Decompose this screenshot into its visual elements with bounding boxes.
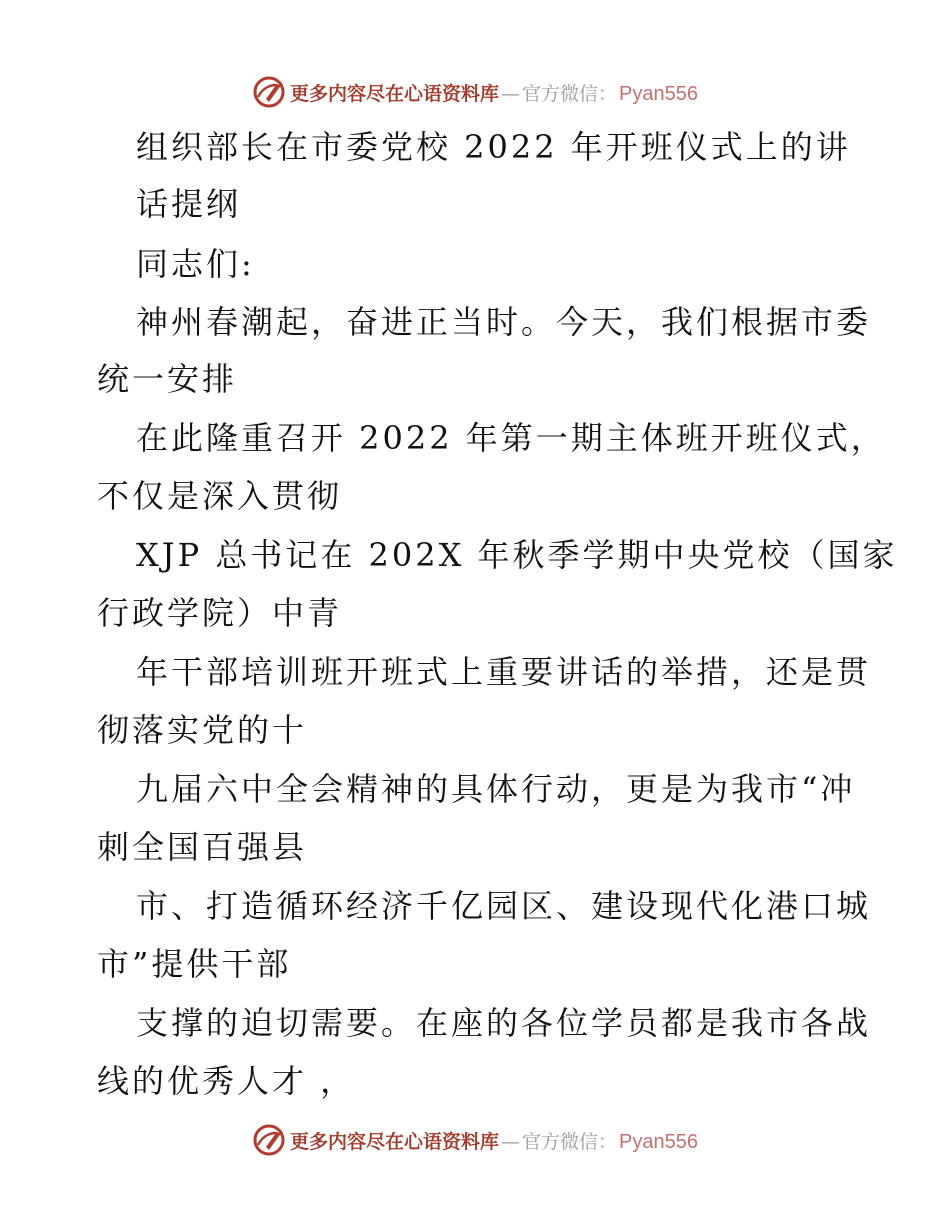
pen-swirl-logo-icon (252, 75, 286, 109)
paragraph-line: 九届六中全会精神的具体行动，更是为我市“冲 (136, 770, 856, 808)
banner-wechat-id: Pyan556 (619, 1130, 698, 1153)
footer-watermark-banner (0, 1120, 950, 1160)
banner-wechat-label: 官方微信： (522, 82, 618, 105)
paragraph-line: 不仅是深入贯彻 (97, 477, 343, 515)
paragraph-line: 神州春潮起，奋进正当时。今天，我们根据市委 (136, 303, 872, 341)
pen-swirl-logo-icon (252, 1123, 286, 1157)
paragraph-line: 刺全国百强县 (97, 828, 308, 866)
banner-wechat-label: 官方微信： (522, 1130, 618, 1153)
paragraph-line: 在此隆重召开 2022 年第一期主体班开班仪式， (136, 419, 886, 457)
paragraph-line: 彻落实党的十 (97, 711, 308, 749)
banner-main-text: 更多内容尽在心语资料库 (290, 1130, 500, 1153)
paragraph-line: 市”提供干部 (97, 945, 292, 983)
paragraph-line: 市、打造循环经济千亿园区、建设现代化港口城 (136, 887, 872, 925)
header-watermark-banner (0, 72, 950, 112)
doc-title-line-2: 话提纲 (136, 185, 242, 223)
banner-wechat-id: Pyan556 (619, 82, 698, 105)
paragraph-line: XJP 总书记在 202X 年秋季学期中央党校（国家 (136, 536, 898, 574)
banner-main-text: 更多内容尽在心语资料库 (290, 82, 500, 105)
salutation: 同志们: (136, 245, 255, 283)
paragraph-line: 年干部培训班开班式上重要讲话的举措，还是贯 (136, 653, 872, 691)
banner-dash: — (501, 82, 521, 105)
paragraph-line: 线的优秀人才 ， (97, 1062, 356, 1100)
paragraph-line: 支撑的迫切需要。在座的各位学员都是我市各战 (136, 1004, 872, 1042)
paragraph-line: 统一安排 (97, 360, 238, 398)
banner-dash: — (501, 1130, 521, 1153)
paragraph-line: 行政学院）中青 (97, 594, 343, 632)
doc-title-line-1: 组织部长在市委党校 2022 年开班仪式上的讲 (136, 128, 851, 166)
